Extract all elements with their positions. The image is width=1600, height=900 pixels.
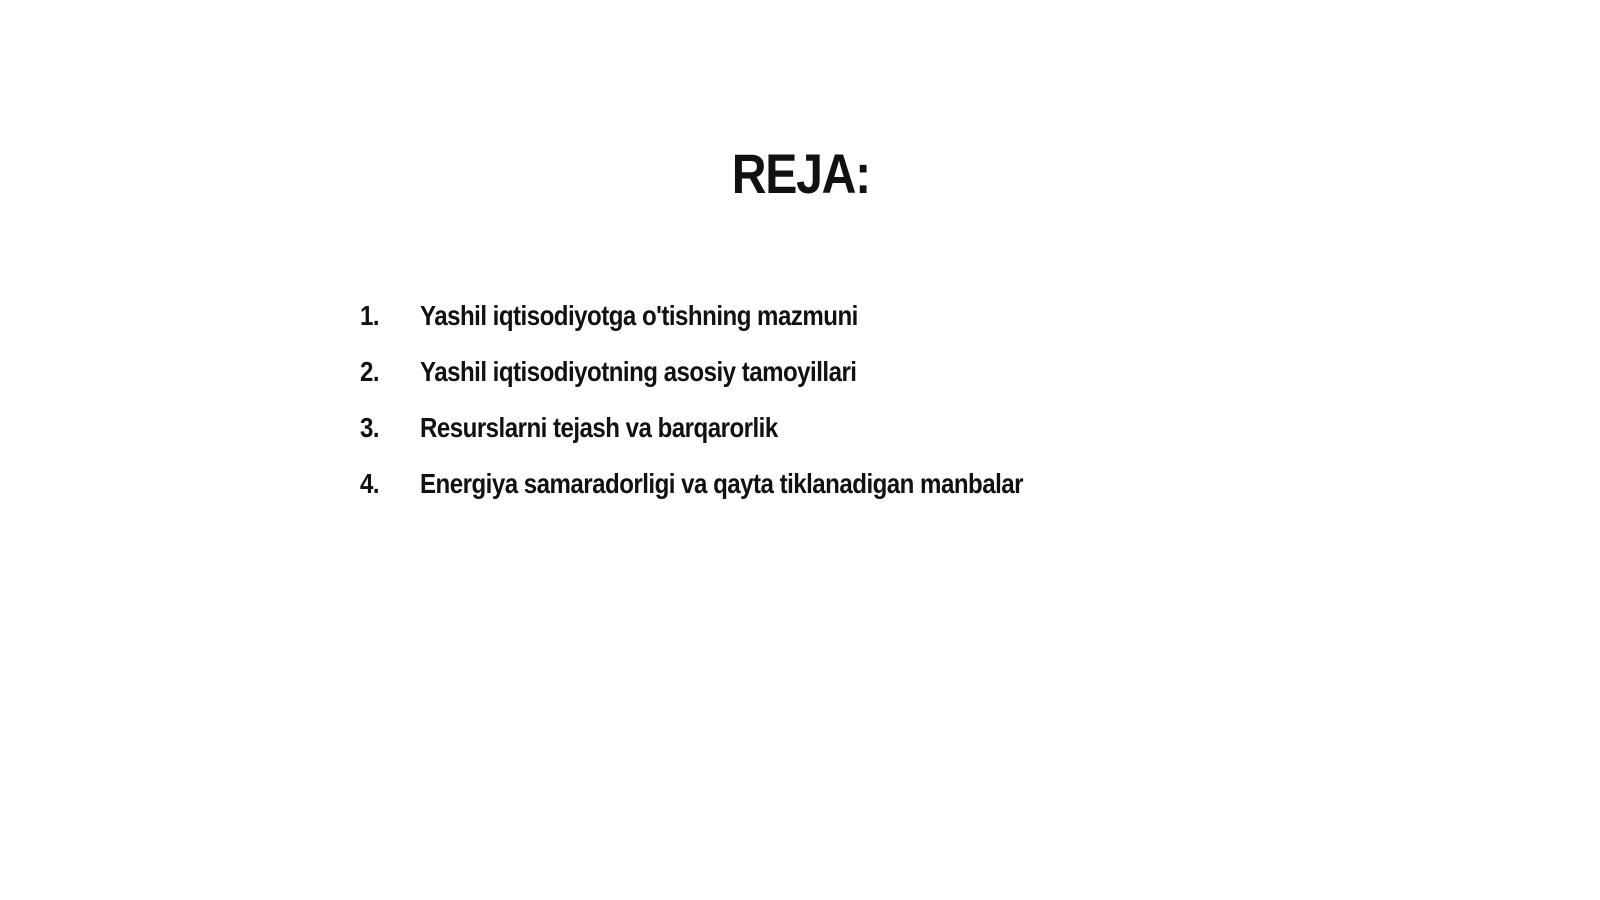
- plan-item-1: [360, 288, 1121, 344]
- plan-list: [360, 288, 1121, 512]
- plan-item-text: Yashil iqtisodiyotga o'tishning mazmuni: [420, 300, 858, 331]
- plan-item-number: 1.: [360, 300, 380, 331]
- plan-item-number: 2.: [360, 356, 380, 387]
- slide-title: REJA:: [731, 141, 870, 205]
- plan-item-number: 4.: [360, 468, 380, 499]
- plan-item-text: Resurslarni tejash va barqarorlik: [420, 412, 778, 443]
- plan-item-number: 3.: [360, 412, 380, 443]
- plan-item-4: [360, 456, 1121, 512]
- plan-item-2: [360, 344, 1121, 400]
- plan-item-text: Energiya samaradorligi va qayta tiklanadigan manbalar: [420, 468, 1023, 499]
- plan-item-text: Yashil iqtisodiyotning asosiy tamoyillari: [420, 356, 857, 387]
- plan-item-3: [360, 400, 1121, 456]
